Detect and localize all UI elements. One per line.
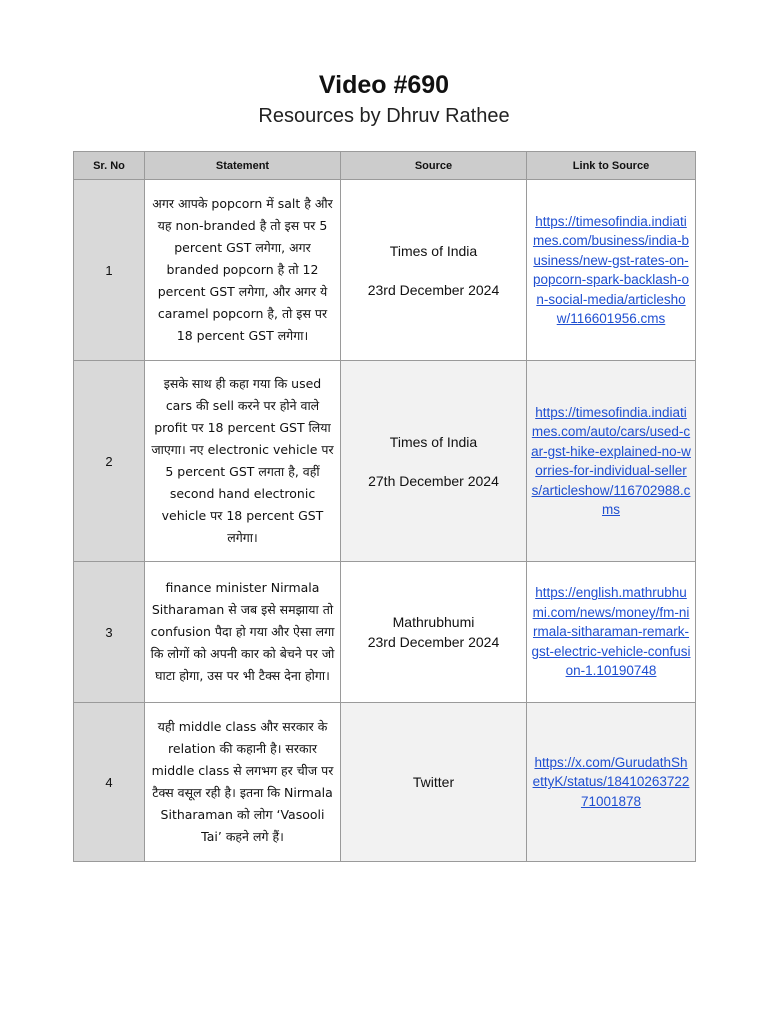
source-date: 27th December 2024 <box>368 472 499 489</box>
source-cell <box>341 361 527 562</box>
link-cell <box>527 180 696 361</box>
statement-cell: अगर आपके popcorn में salt है और यह non-branded है तो इस पर 5 percent GST लगेगा, अगर branded popcorn है तो 12 percent GST लगेगा, और अगर ये caramel popcorn है, तो इस पर 18 percent GST लगेगा। <box>145 180 341 361</box>
page-subtitle: Resources by Dhruv Rathee <box>258 105 510 127</box>
statement-cell: यही middle class और सरकार के relation की कहानी है। सरकार middle class से लगभग हर चीज पर टैक्स वसूल रही है। इतना कि Nirmala Sitharaman को लोग ‘Vasooli Tai’ कहने लगे हैं। <box>145 703 341 862</box>
source-cell <box>341 703 527 862</box>
column-header-sr-no: Sr. No <box>74 152 145 180</box>
source-name: Twitter <box>412 774 455 790</box>
column-header-link: Link to Source <box>527 152 696 180</box>
resources-table <box>73 151 696 862</box>
table-row <box>74 180 696 361</box>
link-cell <box>527 361 696 562</box>
source-name: Mathrubhumi <box>392 614 475 630</box>
row-number: 1 <box>74 180 145 361</box>
row-number: 4 <box>74 703 145 862</box>
column-header-statement: Statement <box>145 152 341 180</box>
source-name: Times of India <box>389 433 478 450</box>
statement-cell: इसके साथ ही कहा गया कि used cars की sell करने पर होने वाले profit पर 18 percent GST लिया जाएगा। नए electronic vehicle पर 5 percent GST लगता है, वहीं second hand electronic vehicle पर 18 percent GST लगेगा। <box>145 361 341 562</box>
page-title: Video #690 <box>318 71 450 99</box>
table-row <box>74 562 696 703</box>
source-link[interactable]: https://timesofindia.indiatimes.com/business/india-business/new-gst-rates-on-popcorn-spark-backlash-on-social-media/articleshow/116601956.cms <box>532 213 690 326</box>
table-header-row <box>74 152 696 180</box>
row-number: 3 <box>74 562 145 703</box>
row-number: 2 <box>74 361 145 562</box>
statement-cell: finance minister Nirmala Sitharaman से जब इसे समझाया तो confusion पैदा हो गया और ऐसा लगा कि लोगों को अपनी कार को बेचने पर जो घाटा होगा, उस पर भी टैक्स देना होगा। <box>145 562 341 703</box>
source-cell <box>341 562 527 703</box>
column-header-source: Source <box>341 152 527 180</box>
document-header <box>0 68 768 130</box>
source-link[interactable]: https://timesofindia.indiatimes.com/auto/cars/used-car-gst-hike-explained-no-worries-for-individual-sellers/articleshow/116702988.cms <box>531 404 691 517</box>
link-cell <box>527 703 696 862</box>
source-date: 23rd December 2024 <box>367 281 500 298</box>
source-name: Times of India <box>389 242 478 259</box>
source-cell <box>341 180 527 361</box>
table-row <box>74 703 696 862</box>
link-cell <box>527 562 696 703</box>
source-link[interactable]: https://x.com/GurudathShettyK/status/1841026372271001878 <box>532 754 690 809</box>
source-date: 23rd December 2024 <box>367 634 500 650</box>
table-row <box>74 361 696 562</box>
source-link[interactable]: https://english.mathrubhumi.com/news/money/fm-nirmala-sitharaman-remark-gst-electric-vehicle-confusion-1.10190748 <box>531 585 691 679</box>
